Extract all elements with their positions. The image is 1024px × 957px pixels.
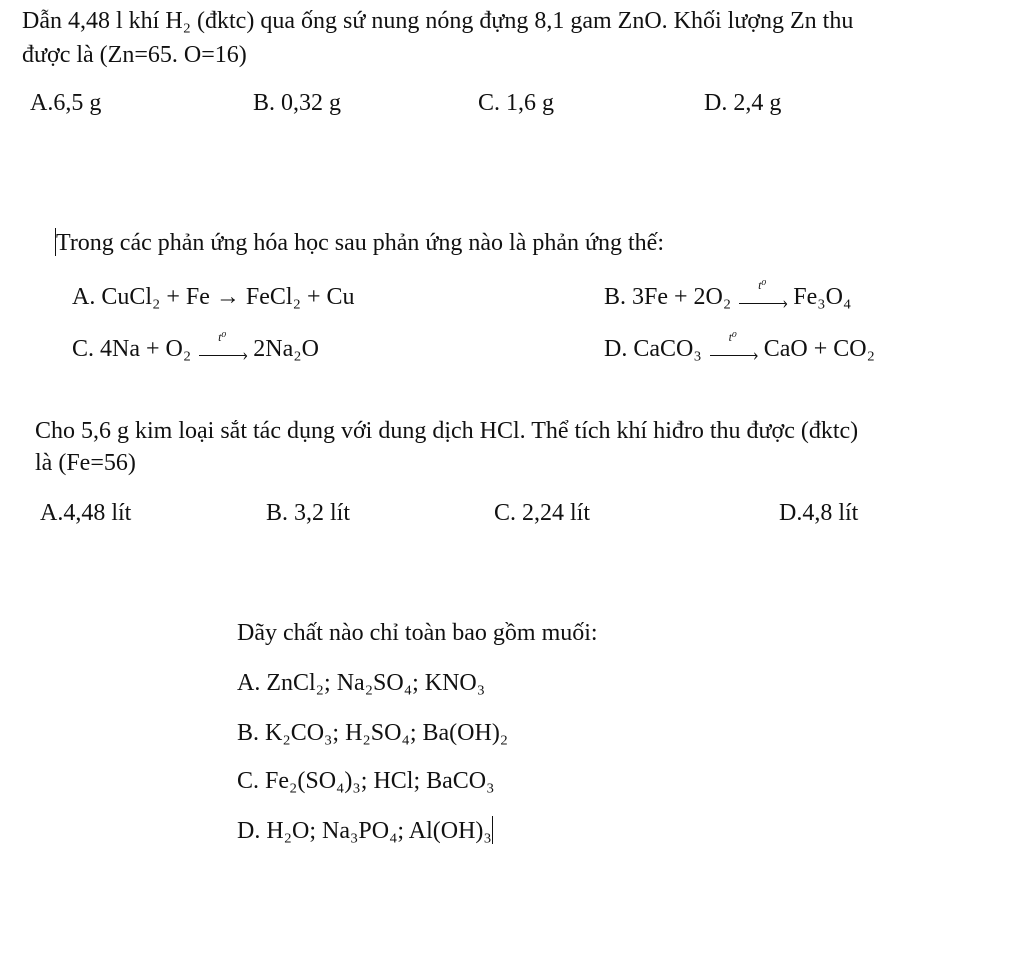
q1-stem-line2: được là (Zn=65. O=16) (22, 42, 247, 68)
q4-stem: Dãy chất nào chỉ toàn bao gồm muối: (237, 620, 598, 646)
q1-option-a: A.6,5 g (30, 90, 102, 116)
q4-option-a: A. ZnCl₂; Na₂SO₄; KNO₃ (237, 670, 486, 696)
q2-option-c-products: 2Na₂O (253, 336, 319, 362)
arrow-label: t⁰ (218, 330, 227, 345)
q3-option-c: C. 2,24 lít (494, 500, 591, 526)
q4-option-d (237, 816, 493, 846)
q2-option-a: A. CuCl₂ + Fe → FeCl₂ + Cu (72, 284, 355, 310)
q4-option-d-text: D. H₂O; Na₃PO₄; Al(OH)₃ (237, 818, 492, 844)
q2-option-d (604, 330, 875, 365)
q2-option-b-products: Fe₃O₄ (793, 284, 852, 310)
q2-option-d-products: CaO + CO₂ (763, 336, 875, 362)
q2-stem-text: Trong các phản ứng hóa học sau phản ứng nào là phản ứng thế: (56, 230, 665, 256)
heat-arrow-icon: t⁰ › (739, 285, 785, 311)
q2-option-c (72, 330, 319, 365)
q2-option-c-reactants: C. 4Na + O₂ (72, 336, 192, 362)
q4-option-b: B. K₂CO₃; H₂SO₄; Ba(OH)₂ (237, 720, 509, 746)
q1-option-d: D. 2,4 g (704, 90, 782, 116)
q1-option-c: C. 1,6 g (478, 90, 555, 116)
text-cursor (492, 816, 493, 844)
q4-option-c: C. Fe₂(SO₄)₃; HCl; BaCO₃ (237, 768, 495, 794)
q1-stem-line1: Dẫn 4,48 l khí H₂ (đktc) qua ống sứ nung nóng đựng 8,1 gam ZnO. Khối lượng Zn thu (22, 8, 854, 34)
heat-arrow-icon: t⁰ › (710, 337, 756, 363)
arrow-label: t⁰ (728, 330, 737, 345)
q3-option-d: D.4,8 lít (779, 500, 859, 526)
q2-option-b (604, 278, 852, 313)
q2-option-b-reactants: B. 3Fe + 2O₂ (604, 284, 732, 310)
q3-stem-line1: Cho 5,6 g kim loại sắt tác dụng với dung dịch HCl. Thể tích khí hiđro thu được (đktc) (35, 418, 859, 444)
q3-option-b: B. 3,2 lít (266, 500, 351, 526)
q2-option-d-reactants: D. CaCO₃ (604, 336, 702, 362)
heat-arrow-icon: t⁰ › (199, 337, 245, 363)
q3-option-a: A.4,48 lít (40, 500, 132, 526)
q1-option-b: B. 0,32 g (253, 90, 342, 116)
q2-stem (55, 228, 664, 258)
arrow-label: t⁰ (758, 278, 767, 293)
q3-stem-line2: là (Fe=56) (35, 450, 136, 476)
